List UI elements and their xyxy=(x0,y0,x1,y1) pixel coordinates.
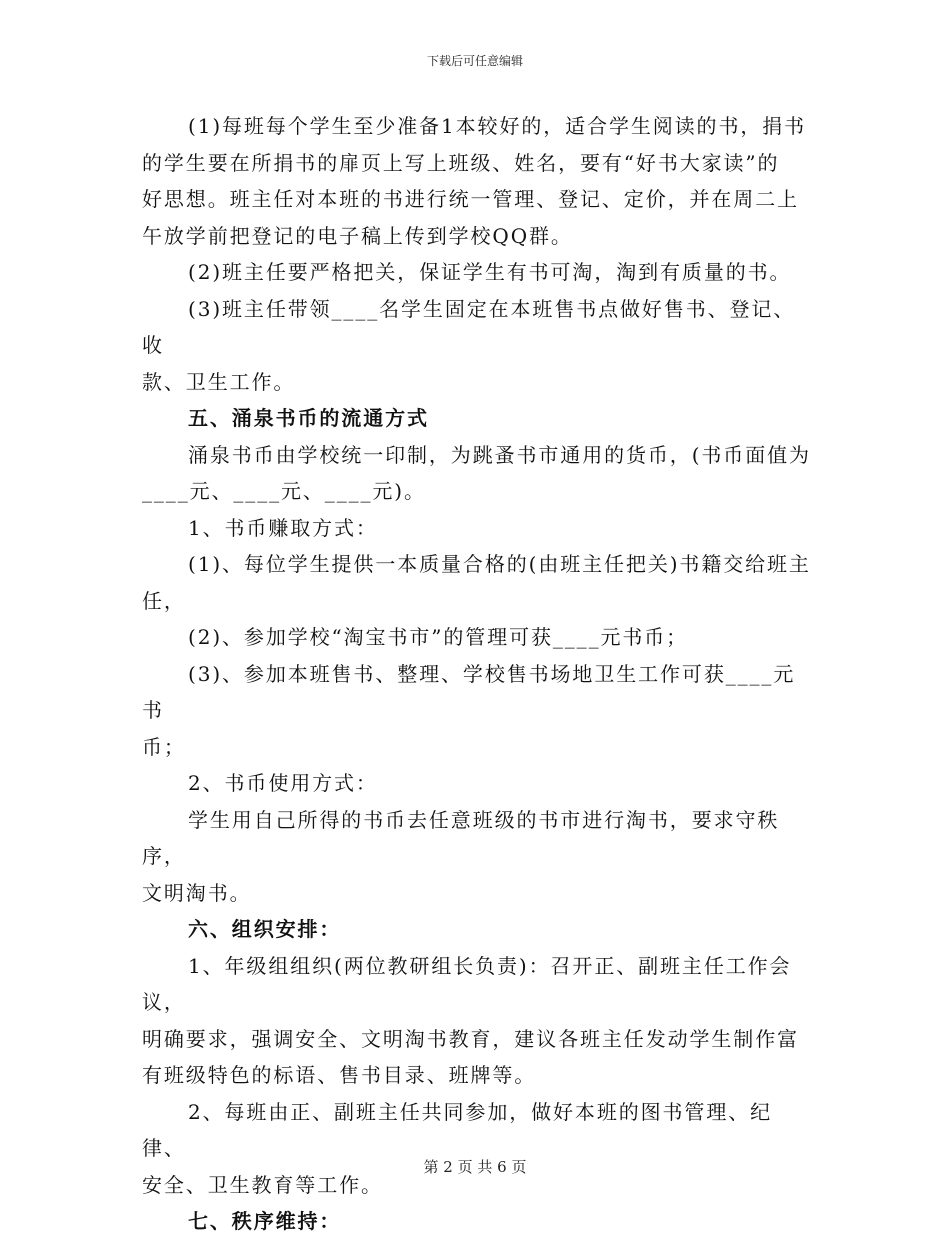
section-heading: 五、涌泉书币的流通方式 xyxy=(188,406,429,430)
body-line: 1、书币赚取方式： xyxy=(188,515,378,540)
body-line: 安全、卫生教育等工作。 xyxy=(142,1172,383,1197)
body-line: 明确要求，强调安全、文明淘书教育，建议各班主任发动学生制作富 xyxy=(142,1026,799,1051)
body-line: ____元、____元、____元)。 xyxy=(142,479,426,503)
section-heading: 七、秩序维持： xyxy=(188,1209,342,1233)
body-line: 学生用自己所得的书币去任意班级的书市进行淘书，要求守秩序， xyxy=(142,807,780,868)
body-line: 的学生要在所捐书的扉页上写上班级、姓名，要有“好书大家读”的 xyxy=(142,150,780,175)
body-line: 币； xyxy=(142,734,186,759)
body-line: (2)班主任要严格把关，保证学生有书可淘，淘到有质量的书。 xyxy=(188,260,792,284)
body-line: 1、年级组组织(两位教研组长负责)：召开正、副班主任工作会议， xyxy=(142,953,792,1014)
body-line: 2、每班由正、副班主任共同参加，做好本班的图书管理、纪律、 xyxy=(142,1099,773,1160)
section-heading: 六、组织安排： xyxy=(188,917,342,941)
document-body xyxy=(142,108,812,1240)
body-line: (1)、每位学生提供一本质量合格的(由班主任把关)书籍交给班主 xyxy=(188,552,811,576)
body-line: (3)班主任带领____名学生固定在本班售书点做好售书、登记、收 xyxy=(142,296,796,357)
body-line: 好思想。班主任对本班的书进行统一管理、登记、定价，并在周二上 xyxy=(142,187,799,211)
body-line: 2、书币使用方式： xyxy=(188,771,378,795)
body-line: (1)每班每个学生至少准备1本较好的，适合学生阅读的书，捐书 xyxy=(188,114,807,138)
body-line: (2)、参加学校“淘宝书市”的管理可获____元书币； xyxy=(188,625,689,649)
body-line: (3)、参加本班售书、整理、学校售书场地卫生工作可获____元书 xyxy=(142,661,796,722)
body-line: 有班级特色的标语、售书目录、班牌等。 xyxy=(142,1063,537,1087)
body-line: 文明淘书。 xyxy=(142,880,252,905)
page-header: 下载后可任意编辑 xyxy=(426,54,523,68)
body-line: 涌泉书币由学校统一印制，为跳蚤书市通用的货币，(书币面值为 xyxy=(188,442,811,467)
page-footer: 第 2 页 共 6 页 xyxy=(423,1158,527,1176)
body-line: 款、卫生工作。 xyxy=(142,369,296,394)
body-line: 午放学前把登记的电子稿上传到学校QQ群。 xyxy=(142,223,573,248)
body-line: 任， xyxy=(142,588,186,613)
